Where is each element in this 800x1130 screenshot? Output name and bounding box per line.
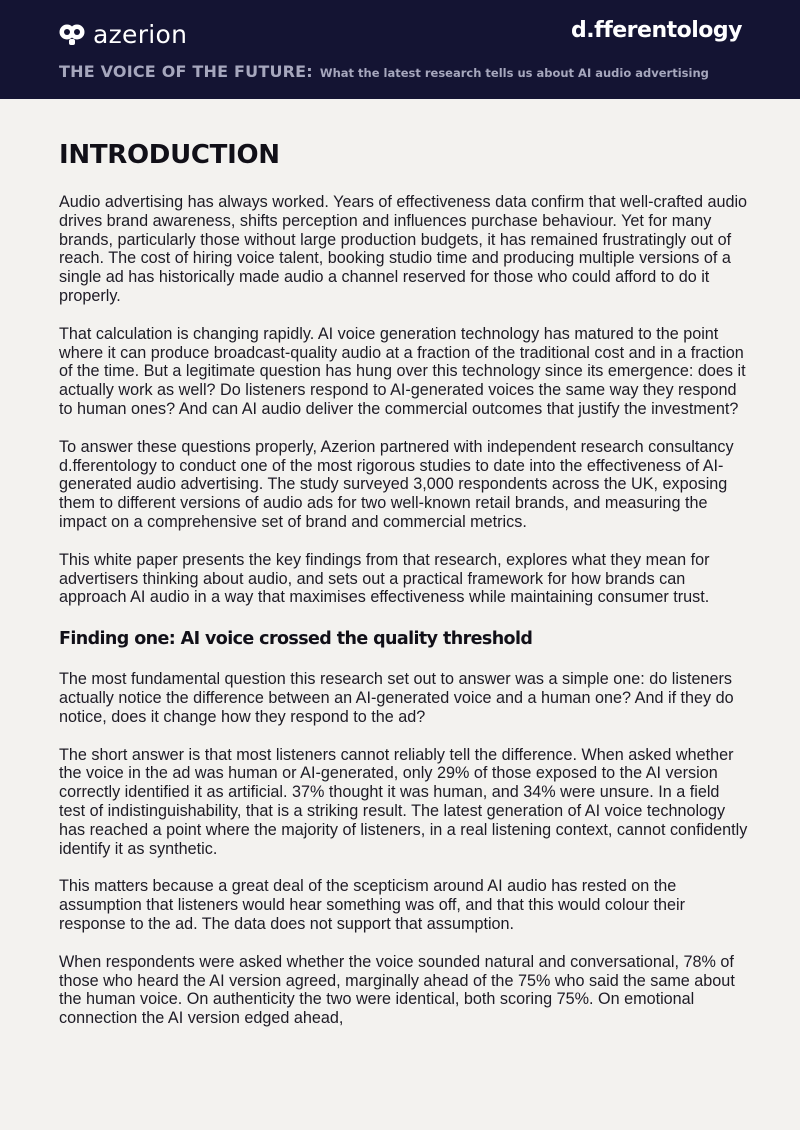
main-content xyxy=(59,140,749,1047)
report-title-row xyxy=(59,62,709,81)
section-title-introduction: INTRODUCTION xyxy=(59,140,280,170)
azerion-logo-text: azerion xyxy=(93,19,188,49)
azerion-logo xyxy=(57,19,187,49)
intro-paragraph: To answer these questions properly, Azerion partnered with independent research consultancy d.fferentology to conduct one of the most rigorous studies to date into the effectiveness of AI-generated audio advertising. The study surveyed 3,000 respondents across the UK, exposing them to different versions of audio ads for two well-known retail brands, and measuring the impact on a comprehensive set of brand and commercial metrics. xyxy=(59,437,734,531)
finding-paragraph: The short answer is that most listeners cannot reliably tell the difference. When asked whether the voice in the ad was human or AI-generated, only 29% of those exposed to the AI version correctly identified it as artificial. 37% thought it was human, and 34% were unsure. In a field test of indistinguishability, that is a striking result. The latest generation of AI voice technology has reached a point where the majority of listeners, in a real listening context, cannot confidently identify it as synthetic. xyxy=(59,745,748,858)
finding-paragraph: The most fundamental question this research set out to answer was a simple one: do listeners actually notice the difference between an AI-generated voice and a human one? And if they do notice, does it change how they respond to the ad? xyxy=(59,670,734,726)
finding-paragraph: When respondents were asked whether the voice sounded natural and conversational, 78% of those who heard the AI version agreed, marginally ahead of the 75% who said the same about the human voice. On authenticity the two were identical, both scoring 75%. On emotional connection the AI version edged ahead, xyxy=(59,952,735,1028)
report-subtitle: What the latest research tells us about AI audio advertising xyxy=(319,66,709,80)
intro-paragraph: This white paper presents the key findings from that research, explores what they mean for advertisers thinking about audio, and sets out a practical framework for how brands can approach AI audio in a way that maximises effectiveness while maintaining consumer trust. xyxy=(59,550,710,607)
page-header xyxy=(0,0,800,99)
section-title-finding-one: Finding one: AI voice crossed the quality threshold xyxy=(59,629,533,650)
intro-paragraph: That calculation is changing rapidly. AI voice generation technology has matured to the point where it can produce broadcast-quality audio at a fraction of the traditional cost and in a fraction of the time. But a legitimate question has hung over this technology since its emergence: does it actually work as well? Do listeners respond to AI-generated voices the same way they respond to human ones? And can AI audio deliver the commercial outcomes that justify the investment? xyxy=(59,324,746,418)
azerion-logo-icon xyxy=(57,19,87,49)
report-title: THE VOICE OF THE FUTURE: xyxy=(59,62,313,81)
finding-paragraph: This matters because a great deal of the scepticism around AI audio has rested on the assumption that listeners would hear something was off, and that this would colour their response to the ad. The data does not support that assumption. xyxy=(59,877,685,933)
intro-paragraph: Audio advertising has always worked. Years of effectiveness data confirm that well-crafted audio drives brand awareness, shifts perception and influences purchase behaviour. Yet for many brands, particularly those without large production budgets, it has remained frustratingly out of reach. The cost of hiring voice talent, booking studio time and producing multiple versions of a single ad has historically made audio a channel reserved for those who could afford to do it properly. xyxy=(59,193,748,305)
dfferentology-logo: d.fferentology xyxy=(571,18,742,43)
